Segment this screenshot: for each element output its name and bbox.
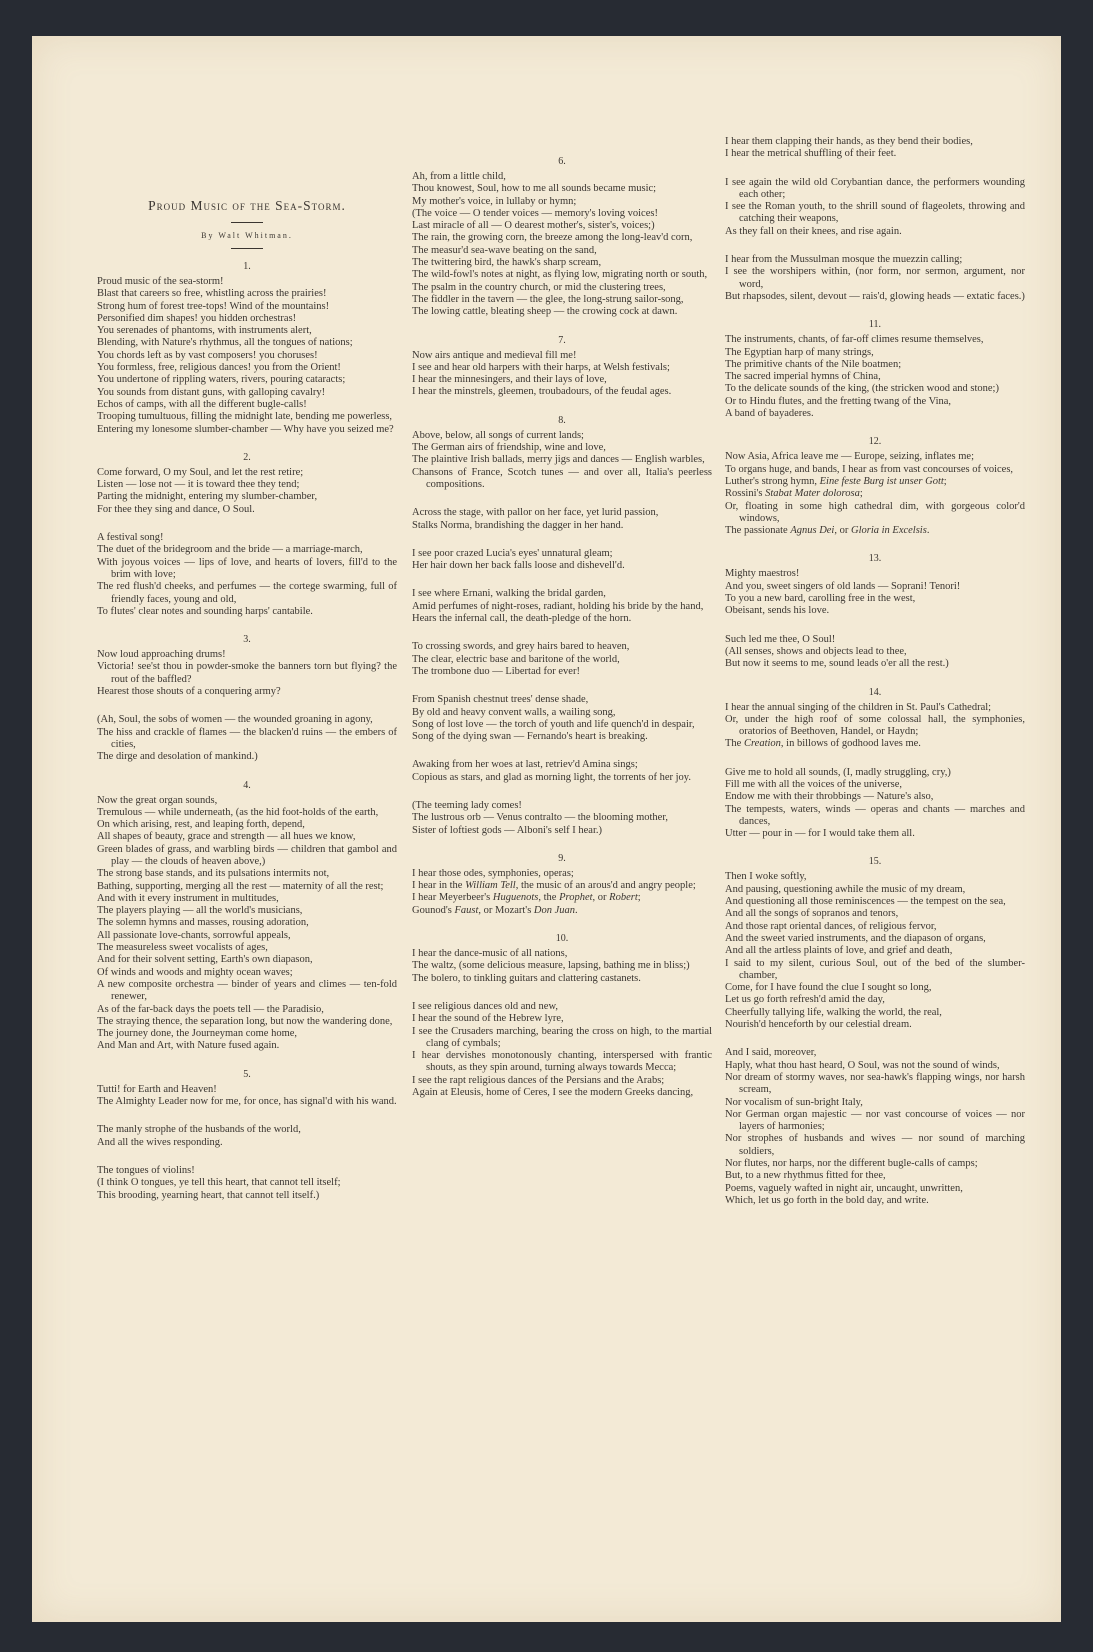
poem-line: I hear in the William Tell, the music of an arous'd and angry people;: [412, 880, 696, 892]
poem-line: (Ah, Soul, the sobs of women — the wounded groaning in agony,: [97, 714, 373, 726]
poem-line: And you, sweet singers of old lands — Soprani! Tenori!: [725, 580, 961, 592]
poem-line: The Almighty Leader now for me, for once, has signal'd with his wand.: [97, 1096, 397, 1108]
poem-line: Trooping tumultuous, filling the midnight late, bending me powerless,: [97, 411, 393, 423]
poem-line: Personified dim shapes! you hidden orchestras!: [97, 312, 297, 324]
paper-sheet: [32, 36, 1061, 1622]
poem-line: A festival song!: [97, 532, 164, 544]
poem-line: I see the Crusaders marching, bearing the cross on high, to the martial clang of cymbals;: [412, 1025, 712, 1049]
poem-line: Or, floating in some high cathedral dim, with gorgeous color'd windows,: [725, 500, 1025, 524]
poem-line: My mother's voice, in lullaby or hymn;: [412, 195, 577, 207]
section-number: 1.: [243, 261, 251, 272]
poem-line: Victoria! see'st thou in powder-smoke the banners torn but flying? the rout of the baffled?: [97, 661, 397, 685]
poem-line: The measur'd sea-wave beating on the sand,: [412, 244, 597, 256]
poem-line: I hear Meyerbeer's Huguenots, the Prophet, or Robert;: [412, 892, 641, 904]
poem-line: And Man and Art, with Nature fused again.: [97, 1040, 280, 1052]
poem-line: The duet of the bridegroom and the bride — a marriage-march,: [97, 544, 363, 556]
divider: [231, 248, 263, 249]
poem-line: And all the wives responding.: [97, 1136, 223, 1148]
poem-line: The journey done, the Journeyman come home,: [97, 1028, 298, 1040]
poem-line: I hear those odes, symphonies, operas;: [412, 867, 574, 879]
stanza: [412, 350, 712, 399]
poem-line: The plaintive Irish ballads, merry jigs and dances — English warbles,: [412, 454, 705, 466]
poem-line: You serenades of phantoms, with instruments alert,: [97, 325, 312, 337]
poem-line: Now airs antique and medieval fill me!: [412, 349, 577, 361]
poem-line: The dirge and desolation of mankind.): [97, 751, 258, 763]
column-3: [725, 136, 1025, 1223]
poem-line: Rossini's Stabat Mater dolorosa;: [725, 488, 863, 500]
poem-line: I hear the dance-music of all nations,: [412, 948, 568, 960]
poem-line: And pausing, questioning awhile the music of my dream,: [725, 883, 966, 895]
poem-line: But now it seems to me, sound leads o'er all the rest.): [725, 658, 949, 670]
stanza: [412, 588, 712, 625]
poem-line: By old and heavy convent walls, a wailing song,: [412, 706, 616, 718]
poem-line: A band of bayaderes.: [725, 408, 814, 420]
stanza: [412, 694, 712, 743]
poem-line: And the sweet varied instruments, and the diapason of organs,: [725, 932, 986, 944]
poem-line: Give me to hold all sounds, (I, madly struggling, cry,): [725, 766, 951, 778]
poem-line: All shapes of beauty, grace and strength — all hues we know,: [97, 831, 356, 843]
poem-line: The Egyptian harp of many strings,: [725, 346, 874, 358]
poem-line: Now the great organ sounds,: [97, 794, 218, 806]
section-number: 5.: [243, 1068, 251, 1080]
poem-line: Song of the dying swan — Fernando's heart is breaking.: [412, 731, 648, 743]
poem-line: Again at Eleusis, home of Ceres, I see the modern Greeks dancing,: [412, 1087, 694, 1099]
poem-line: Stalks Norma, brandishing the dagger in her hand.: [412, 519, 624, 531]
poem-line: I see the Roman youth, to the shrill sound of flageolets, throwing and catching their weapons,: [725, 201, 1025, 225]
poem-line: To organs huge, and bands, I hear as from vast concourses of voices,: [725, 463, 1014, 475]
poem-line: The rain, the growing corn, the breeze among the long-leav'd corn,: [412, 232, 693, 244]
poem-line: I hear the annual singing of the children in St. Paul's Cathedral;: [725, 701, 992, 713]
poem-line: To the delicate sounds of the king, (the stricken wood and stone;): [725, 383, 999, 395]
poem-line: I see the rapt religious dances of the Persians and the Arabs;: [412, 1074, 665, 1086]
poem-line: Blast that careers so free, whistling across the prairies!: [97, 288, 327, 300]
poem-line: Now loud approaching drums!: [97, 649, 226, 661]
poem-line: Thou knowest, Soul, how to me all sounds became music;: [412, 183, 657, 195]
poem-line: A new composite orchestra — binder of years and climes — ten-fold renewer,: [97, 978, 397, 1003]
stanza: [725, 568, 1025, 617]
poem-line: Chansons of France, Scotch tunes — and over all, Italia's peerless compositions.: [412, 466, 712, 490]
section-number: 10.: [555, 933, 569, 945]
poem-line: Nor flutes, nor harps, nor the different bugle-calls of camps;: [725, 1158, 978, 1169]
poem-line: The fiddler in the tavern — the glee, the long-strung sailor-song,: [412, 293, 684, 305]
stanza: [97, 714, 397, 763]
poem-line: Ah, from a little child,: [412, 171, 506, 182]
stanza: [97, 649, 397, 698]
poem-line: Gounod's Faust, or Mozart's Don Juan.: [412, 904, 578, 916]
poem-line: I said to my silent, curious Soul, out of the bed of the slumber-chamber,: [725, 957, 1025, 981]
poem-line: And for their solvent setting, Earth's own diapason,: [97, 954, 313, 966]
section-number: 8.: [558, 414, 566, 426]
stanza: [97, 467, 397, 516]
stanza: [725, 1047, 1025, 1207]
stanza: [412, 759, 712, 784]
poem-line: Fill me with all the voices of the universe,: [725, 778, 903, 790]
stanza: [412, 507, 712, 532]
poem-line: Endow me with their throbbings — Nature's also,: [725, 791, 934, 803]
poem-line: I see where Ernani, walking the bridal garden,: [412, 588, 606, 600]
poem-line: The instruments, chants, of far-off climes resume themselves,: [725, 334, 984, 346]
poem-line: I hear the minstrels, gleemen, troubadours, of the feudal ages.: [412, 386, 672, 398]
poem-line: The lowing cattle, bleating sheep — the crowing cock at dawn.: [412, 306, 678, 318]
section-number: 15.: [868, 856, 882, 868]
poem-line: As they fall on their knees, and rise again.: [725, 225, 902, 237]
poem-line: You chords left as by vast composers! you choruses!: [97, 349, 318, 361]
section-number: 6.: [558, 156, 566, 167]
poem-line: I hear the sound of the Hebrew lyre,: [412, 1013, 564, 1025]
poem-line: This brooding, yearning heart, that cannot tell itself.): [97, 1189, 320, 1201]
poem-line: Come forward, O my Soul, and let the rest retire;: [97, 466, 304, 478]
poem-line: Poems, vaguely wafted in night air, uncaught, unwritten,: [725, 1182, 963, 1194]
stanza: [725, 702, 1025, 751]
poem-line: With joyous voices — lips of love, and hearts of lovers, fill'd to the brim with love;: [97, 556, 397, 580]
poem-line: Nor German organ majestic — nor vast concourse of voices — nor layers of harmonies;: [725, 1108, 1025, 1133]
poem-line: I hear them clapping their hands, as they bend their bodies,: [725, 136, 973, 147]
stanza: [725, 767, 1025, 841]
poem-line: Let us go forth refresh'd amid the day,: [725, 994, 885, 1006]
poem-line: To flutes' clear notes and sounding harps' cantabile.: [97, 605, 313, 617]
poem-line: Awaking from her woes at last, retriev'd Amina sings;: [412, 759, 638, 771]
poem-line: The red flush'd cheeks, and perfumes — the cortege swarming, full of friendly faces, young and old,: [97, 581, 397, 605]
stanza: [97, 1124, 397, 1149]
poem-line: The tempests, waters, winds — operas and chants — marches and dances,: [725, 803, 1025, 827]
poem-line: Above, below, all songs of current lands;: [412, 429, 584, 441]
poem-line: Bathing, supporting, merging all the rest — maternity of all the rest;: [97, 880, 384, 892]
poem-line: From Spanish chestnut trees' dense shade,: [412, 694, 589, 706]
stanza: [725, 334, 1025, 420]
poem-line: And with it every instrument in multitudes,: [97, 892, 279, 904]
poem-line: Mighty maestros!: [725, 568, 800, 580]
poem-line: Tremulous — while underneath, (as the hid foot-holds of the earth,: [97, 806, 379, 818]
poem-line: I see religious dances old and new,: [412, 1000, 558, 1012]
poem-line: Green blades of grass, and warbling birds — children that gambol and play — the clouds of heaven above,): [97, 843, 397, 867]
poem-title: Proud Music of the Sea-Storm.: [148, 198, 346, 213]
poem-line: The players playing — all the world's musicians,: [97, 905, 303, 917]
poem-line: Sister of loftiest gods — Alboni's self I hear.): [412, 824, 602, 836]
poem-line: The German airs of friendship, wine and love,: [412, 442, 606, 454]
poem-line: The measureless sweet vocalists of ages,: [97, 942, 268, 954]
poem-line: Cheerfully tallying life, walking the world, the real,: [725, 1006, 942, 1018]
poem-line: The passionate Agnus Dei, or Gloria in Excelsis.: [725, 525, 930, 537]
poem-line: I see poor crazed Lucia's eyes' unnatural gleam;: [412, 547, 613, 559]
poem-line: The primitive chants of the Nile boatmen;: [725, 358, 902, 370]
poem-line: Nor vocalism of sun-bright Italy,: [725, 1096, 863, 1108]
section-number: 2.: [243, 451, 251, 463]
poem-line: Utter — pour in — for I would take them all.: [725, 828, 915, 840]
stanza: [412, 548, 712, 573]
poem-line: (All senses, shows and objects lead to thee,: [725, 645, 907, 657]
poem-line: Listen — lose not — it is toward thee they tend;: [97, 479, 300, 491]
poem-line: The solemn hymns and masses, rousing adoration,: [97, 917, 309, 929]
poem-line: The clear, electric base and baritone of the world,: [412, 653, 620, 665]
section-number: 14.: [868, 686, 882, 698]
poem-line: Luther's strong hymn, Eine feste Burg ist unser Gott;: [725, 475, 947, 487]
stanza: [412, 868, 712, 917]
poem-line: But rhapsodes, silent, devout — rais'd, glowing heads — extatic faces.): [725, 290, 1025, 302]
stanza: [412, 800, 712, 837]
poem-line: I see the worshipers within, (nor form, nor sermon, argument, nor word,: [725, 266, 1025, 290]
poem-line: You undertone of rippling waters, rivers, pouring cataracts;: [97, 374, 346, 386]
poem-line: Now Asia, Africa leave me — Europe, seizing, inflates me;: [725, 451, 975, 463]
title-block: [97, 198, 397, 249]
stanza: [412, 1001, 712, 1099]
poem-line: To crossing swords, and grey hairs bared to heaven,: [412, 641, 630, 653]
poem-line: The twittering bird, the hawk's sharp scream,: [412, 257, 602, 269]
stanza: [725, 634, 1025, 671]
stanza: [97, 532, 397, 618]
poem-line: You sounds from distant guns, with galloping cavalry!: [97, 386, 326, 398]
poem-line: The waltz, (some delicious measure, lapsing, bathing me in bliss;): [412, 960, 690, 972]
poem-line: The wild-fowl's notes at night, as flying low, migrating north or south,: [412, 269, 708, 281]
poem-line: Blending, with Nature's rhythmus, all the tongues of nations;: [97, 337, 353, 349]
poem-line: The tongues of violins!: [97, 1164, 195, 1176]
poem-line: To you a new bard, carolling free in the west,: [725, 593, 916, 605]
poem-line: Parting the midnight, entering my slumber-chamber,: [97, 491, 318, 503]
poem-line: And those rapt oriental dances, of religious fervor,: [725, 920, 937, 932]
poem-line: The lustrous orb — Venus contralto — the blooming mother,: [412, 812, 669, 824]
poem-line: (The teeming lady comes!: [412, 799, 522, 811]
poem-line: Proud music of the sea-storm!: [97, 276, 224, 287]
stanza: [97, 1165, 397, 1202]
poem-line: The sacred imperial hymns of China,: [725, 371, 881, 383]
poem-line: Nor strophes of husbands and wives — nor sound of marching soldiers,: [725, 1133, 1025, 1157]
poem-line: Of winds and woods and mighty ocean waves;: [97, 966, 293, 978]
stanza: [412, 948, 712, 985]
poem-line: Nor dream of stormy waves, nor sea-hawk's flapping wings, nor harsh scream,: [725, 1071, 1025, 1096]
byline: By Walt Whitman.: [201, 231, 293, 240]
poem-line: I see again the wild old Corybantian dance, the performers wounding each other;: [725, 176, 1025, 200]
poem-line: Hears the infernal call, the death-pledge of the horn.: [412, 613, 632, 625]
stanza: [412, 430, 712, 491]
poem-line: Amid perfumes of night-roses, radiant, holding his bride by the hand,: [412, 600, 704, 612]
poem-line: But, to a new rhythmus fitted for thee,: [725, 1170, 886, 1182]
section-number: 4.: [243, 779, 251, 791]
stanza: [97, 1084, 397, 1109]
column-2: [412, 146, 712, 1115]
section-number: 3.: [243, 634, 251, 646]
column-1: [97, 158, 397, 1218]
poem-line: And questioning all those reminiscences — the tempest on the sea,: [725, 896, 1006, 908]
stanza: [725, 254, 1025, 303]
poem-line: Hearest those shouts of a conquering army?: [97, 686, 281, 698]
poem-line: For thee they sing and dance, O Soul.: [97, 503, 255, 515]
poem-line: (I think O tongues, ye tell this heart, that cannot tell itself;: [97, 1177, 341, 1189]
stanza: [725, 871, 1025, 1031]
poem-line: The Creation, in billows of godhood laves me.: [725, 738, 921, 750]
stanza: [97, 276, 397, 436]
poem-line: Obeisant, sends his love.: [725, 605, 830, 617]
poem-line: The psalm in the country church, or mid the clustering trees,: [412, 281, 666, 293]
poem-line: I see and hear old harpers with their harps, at Welsh festivals;: [412, 361, 670, 373]
poem-line: The straying thence, the separation long, but now the wandering done,: [97, 1015, 393, 1027]
poem-line: The bolero, to tinkling guitars and clattering castanets.: [412, 972, 641, 984]
poem-line: And all the songs of sopranos and tenors,: [725, 908, 899, 920]
section-number: 13.: [868, 553, 882, 565]
poem-line: You formless, free, religious dances! you from the Orient!: [97, 362, 341, 374]
poem-line: Haply, what thou hast heard, O Soul, was not the sound of winds,: [725, 1059, 1000, 1071]
poem-line: I hear from the Mussulman mosque the muezzin calling;: [725, 254, 963, 266]
stanza: [412, 171, 712, 319]
poem-line: (The voice — O tender voices — memory's loving voices!: [412, 207, 658, 219]
poem-line: I hear dervishes monotonously chanting, interspersed with frantic shouts, as they spin around, turning always towards Mecca;: [412, 1050, 712, 1074]
poem-line: Such led me thee, O Soul!: [725, 633, 836, 645]
stanza: [725, 136, 1025, 161]
section-number: 9.: [558, 852, 566, 864]
poem-line: The hiss and crackle of flames — the blacken'd ruins — the embers of cities,: [97, 726, 397, 750]
divider: [231, 222, 263, 223]
poem-line: Tutti! for Earth and Heaven!: [97, 1083, 217, 1095]
poem-line: I hear the minnesingers, and their lays of love,: [412, 374, 607, 386]
poem-line: Or to Hindu flutes, and the fretting twang of the Vina,: [725, 395, 952, 407]
poem-line: On which arising, rest, and leaping forth, depend,: [97, 819, 305, 831]
poem-line: Come, for I have found the clue I sought so long,: [725, 982, 932, 994]
poem-line: Song of lost love — the torch of youth and life quench'd in despair,: [412, 718, 695, 730]
poem-line: Echos of camps, with all the different bugle-calls!: [97, 398, 307, 410]
poem-line: The manly strophe of the husbands of the world,: [97, 1124, 301, 1136]
poem-line: Her hair down her back falls loose and dishevell'd.: [412, 560, 625, 572]
section-number: 11.: [868, 319, 882, 331]
stanza: [412, 641, 712, 678]
poem-line: The trombone duo — Libertad for ever!: [412, 665, 580, 677]
stanza: [725, 451, 1025, 537]
poem-line: Strong hum of forest tree-tops! Wind of the mountains!: [97, 300, 330, 312]
poem-line: Last miracle of all — O dearest mother's, sister's, voices;): [412, 220, 655, 232]
stanza: [97, 795, 397, 1053]
poem-line: As of the far-back days the poets tell — the Paradisio,: [97, 1003, 324, 1015]
poem-line: Or, under the high roof of some colossal hall, the symphonies, oratorios of Beethoven, Handel, or Haydn;: [725, 713, 1025, 738]
poem-line: Entering my lonesome slumber-chamber — Why have you seized me?: [97, 423, 394, 435]
section-number: 7.: [558, 334, 566, 346]
poem-line: Then I woke softly,: [725, 871, 807, 883]
section-number: 12.: [868, 436, 882, 448]
poem-line: Across the stage, with pallor on her face, yet lurid passion,: [412, 507, 659, 519]
stanza: [725, 177, 1025, 238]
poem-line: And I said, moreover,: [725, 1047, 817, 1059]
poem-line: All passionate love-chants, sorrowful appeals,: [97, 929, 291, 941]
poem-line: Which, let us go forth in the bold day, and write.: [725, 1194, 929, 1206]
poem-line: Nourish'd henceforth by our celestial dream.: [725, 1019, 912, 1031]
poem-line: Copious as stars, and glad as morning light, the torrents of her joy.: [412, 771, 691, 783]
poem-line: And all the artless plaints of love, and grief and death,: [725, 945, 953, 957]
poem-line: I hear the metrical shuffling of their feet.: [725, 148, 897, 160]
poem-line: The strong base stands, and its pulsations intermits not,: [97, 868, 330, 880]
